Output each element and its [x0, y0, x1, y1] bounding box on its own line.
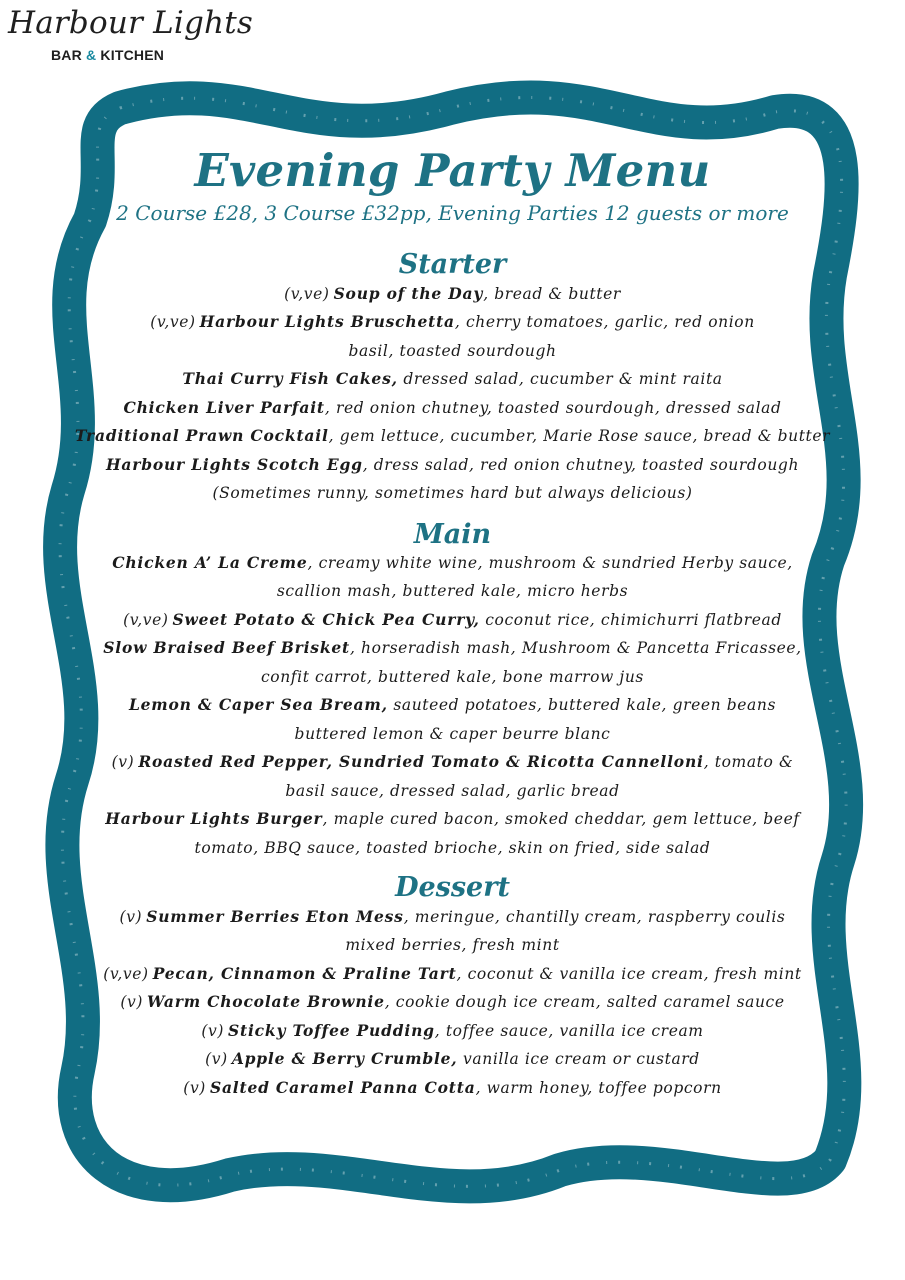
- menu-line: [70, 748, 835, 777]
- menu-content: [70, 144, 835, 1102]
- brand-subtitle-kitchen: KITCHEN: [96, 47, 165, 63]
- dish-name: Sweet Potato & Chick Pea Curry,: [172, 609, 480, 629]
- dish-description: mixed berries, fresh mint: [345, 936, 560, 955]
- menu-line: [70, 1017, 835, 1046]
- dietary-tag: (v,ve): [150, 313, 196, 332]
- dietary-tag: (v): [111, 753, 135, 772]
- main-list: [70, 549, 835, 863]
- dish-name: Chicken Liver Parfait: [123, 397, 325, 417]
- section-heading-starter: Starter: [398, 249, 507, 281]
- menu-line: [70, 777, 835, 806]
- dish-name: Salted Caramel Panna Cotta: [209, 1077, 476, 1097]
- dietary-tag: (v,ve): [103, 964, 149, 983]
- dish-name: Sticky Toffee Pudding: [228, 1020, 435, 1040]
- menu-title: Evening Party Menu: [194, 144, 711, 197]
- brand-subtitle-bar: BAR: [51, 47, 87, 63]
- menu-line: [70, 1074, 835, 1103]
- dish-name: Soup of the Day: [333, 283, 484, 303]
- dish-description: tomato, BBQ sauce, toasted brioche, skin on fried, side salad: [194, 838, 711, 857]
- dish-name: Harbour Lights Burger: [105, 809, 323, 829]
- menu-line: [70, 422, 835, 451]
- starter-list: [70, 280, 835, 508]
- dish-name: Chicken A’ La Creme: [112, 552, 308, 572]
- dish-name: Warm Chocolate Brownie: [147, 992, 385, 1012]
- dish-description: , coconut & vanilla ice cream, fresh mint: [456, 964, 802, 983]
- dish-description: confit carrot, buttered kale, bone marrow jus: [261, 667, 644, 686]
- dish-description: , gem lettuce, cucumber, Marie Rose sauce, bread & butter: [328, 427, 831, 446]
- menu-line: [70, 365, 835, 394]
- menu-line: [70, 805, 835, 834]
- dietary-tag: (v): [120, 993, 144, 1012]
- dish-description: dressed salad, cucumber & mint raita: [397, 370, 723, 389]
- dish-description: , cherry tomatoes, garlic, red onion: [454, 313, 755, 332]
- menu-line: [70, 479, 835, 508]
- dish-description: (Sometimes runny, sometimes hard but always delicious): [212, 484, 693, 503]
- dietary-tag: (v,ve): [123, 610, 169, 629]
- dietary-tag: (v): [119, 907, 143, 926]
- dish-description: , maple cured bacon, smoked cheddar, gem lettuce, beef: [322, 810, 800, 829]
- dish-name: Slow Braised Beef Brisket: [103, 638, 350, 658]
- dish-description: vanilla ice cream or custard: [457, 1050, 700, 1069]
- dish-description: sauteed potatoes, buttered kale, green beans: [387, 696, 777, 715]
- dietary-tag: (v): [183, 1078, 206, 1097]
- dish-name: Pecan, Cinnamon & Praline Tart: [152, 963, 457, 983]
- menu-line: [70, 720, 835, 749]
- dish-name: Traditional Prawn Cocktail: [74, 426, 329, 446]
- dish-description: , toffee sauce, vanilla ice cream: [434, 1021, 704, 1040]
- dish-description: , creamy white wine, mushroom & sundried Herby sauce,: [307, 553, 793, 572]
- section-heading-main: Main: [413, 518, 492, 550]
- menu-line: [70, 988, 835, 1017]
- menu-line: [70, 308, 835, 337]
- dish-description: , bread & butter: [483, 284, 621, 303]
- brand-subtitle-ampersand: &: [86, 47, 97, 63]
- section-heading-dessert: Dessert: [395, 872, 510, 904]
- dish-description: , red onion chutney, toasted sourdough, dressed salad: [324, 398, 782, 417]
- dish-description: , cookie dough ice cream, salted caramel sauce: [384, 993, 785, 1012]
- dish-description: , warm honey, toffee popcorn: [475, 1078, 722, 1097]
- dish-name: Roasted Red Pepper, Sundried Tomato & Ricotta Cannelloni: [138, 752, 704, 772]
- dish-name: Lemon & Caper Sea Bream,: [128, 695, 388, 715]
- menu-line: [70, 691, 835, 720]
- menu-line: [70, 451, 835, 480]
- dessert-list: [70, 903, 835, 1103]
- dish-description: basil sauce, dressed salad, garlic bread: [285, 781, 620, 800]
- menu-pricing-subtitle: 2 Course £28, 3 Course £32pp, Evening Parties 12 guests or more: [116, 201, 789, 226]
- dish-description: , meringue, chantilly cream, raspberry coulis: [403, 907, 786, 926]
- menu-line: [70, 337, 835, 366]
- dish-description: scallion mash, buttered kale, micro herbs: [276, 582, 629, 601]
- menu-line: [70, 663, 835, 692]
- menu-line: [70, 577, 835, 606]
- dish-description: , tomato &: [703, 753, 794, 772]
- menu-line: [70, 1045, 835, 1074]
- menu-line: [70, 549, 835, 578]
- menu-line: [70, 280, 835, 309]
- dietary-tag: (v,ve): [284, 284, 330, 303]
- dish-description: buttered lemon & caper beurre blanc: [294, 724, 611, 743]
- dish-description: , horseradish mash, Mushroom & Pancetta Fricassee,: [350, 639, 802, 658]
- menu-line: [70, 931, 835, 960]
- dietary-tag: (v): [205, 1050, 228, 1069]
- menu-line: [70, 606, 835, 635]
- dish-name: Apple & Berry Crumble,: [231, 1049, 458, 1069]
- dish-name: Harbour Lights Bruschetta: [199, 312, 455, 332]
- dish-description: coconut rice, chimichurri flatbread: [479, 610, 782, 629]
- dish-name: Summer Berries Eton Mess: [146, 906, 404, 926]
- brand-name: Harbour Lights: [8, 5, 253, 41]
- dish-name: Harbour Lights Scotch Egg: [105, 454, 363, 474]
- menu-line: [70, 834, 835, 863]
- dietary-tag: (v): [201, 1021, 225, 1040]
- menu-line: [70, 634, 835, 663]
- dish-description: basil, toasted sourdough: [348, 341, 557, 360]
- menu-line: [70, 960, 835, 989]
- menu-line: [70, 903, 835, 932]
- dish-description: , dress salad, red onion chutney, toasted sourdough: [362, 455, 800, 474]
- menu-line: [70, 394, 835, 423]
- dish-name: Thai Curry Fish Cakes,: [182, 369, 398, 389]
